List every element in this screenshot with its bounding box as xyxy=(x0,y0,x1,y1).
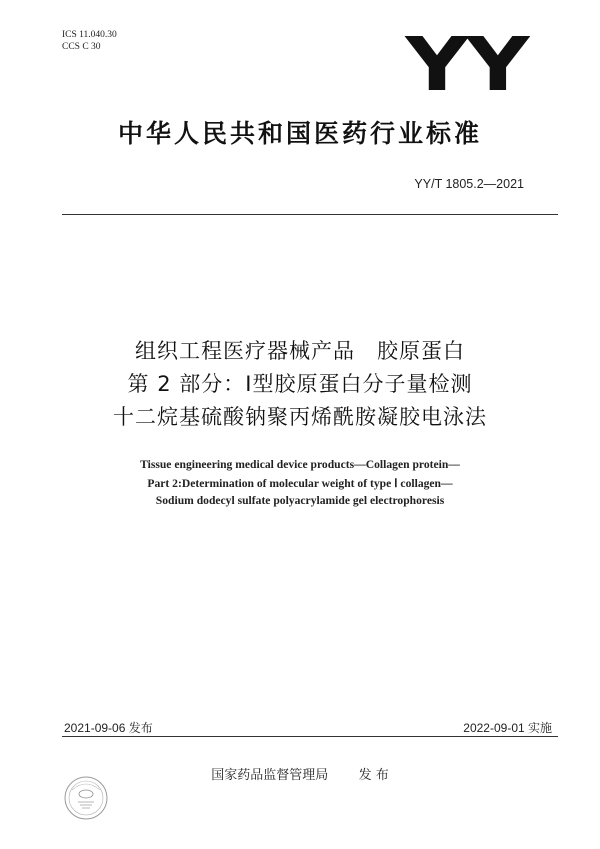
seal-stamp-graphic xyxy=(62,774,110,822)
ics-code: ICS 11.040.30 xyxy=(62,30,117,40)
bottom-divider xyxy=(62,736,558,737)
cn-title-line-2: 第 2 部分：Ⅰ型胶原蛋白分子量检测 xyxy=(127,372,473,396)
ccs-code: CCS C 30 xyxy=(62,42,101,52)
yy-logo: YY xyxy=(405,22,527,108)
classification-codes xyxy=(62,29,117,53)
cn-title-line-1: 组织工程医疗器械产品 胶原蛋白 xyxy=(135,339,465,363)
issuer-name: 国家药品监督管理局 xyxy=(211,768,329,783)
issue-date: 2021-09-06 发布 xyxy=(64,721,153,735)
en-title-line-3: Sodium dodecyl sulfate polyacrylamide gel electrophoresis xyxy=(155,494,445,507)
top-divider xyxy=(62,214,558,215)
issuer-action: 发 布 xyxy=(358,768,389,783)
standard-title: 中华人民共和国医药行业标准 xyxy=(117,119,482,148)
en-title-line-2: Part 2:Determination of molecular weight of type Ⅰ collagen— xyxy=(147,477,453,490)
implementation-date: 2022-09-01 实施 xyxy=(463,721,552,735)
standard-code: YY/T 1805.2—2021 xyxy=(414,177,524,191)
en-title-line-1: Tissue engineering medical device products—Collagen protein— xyxy=(140,458,460,471)
seal-stamp xyxy=(62,774,110,822)
cn-title-line-3: 十二烷基硫酸钠聚丙烯酰胺凝胶电泳法 xyxy=(113,405,487,429)
